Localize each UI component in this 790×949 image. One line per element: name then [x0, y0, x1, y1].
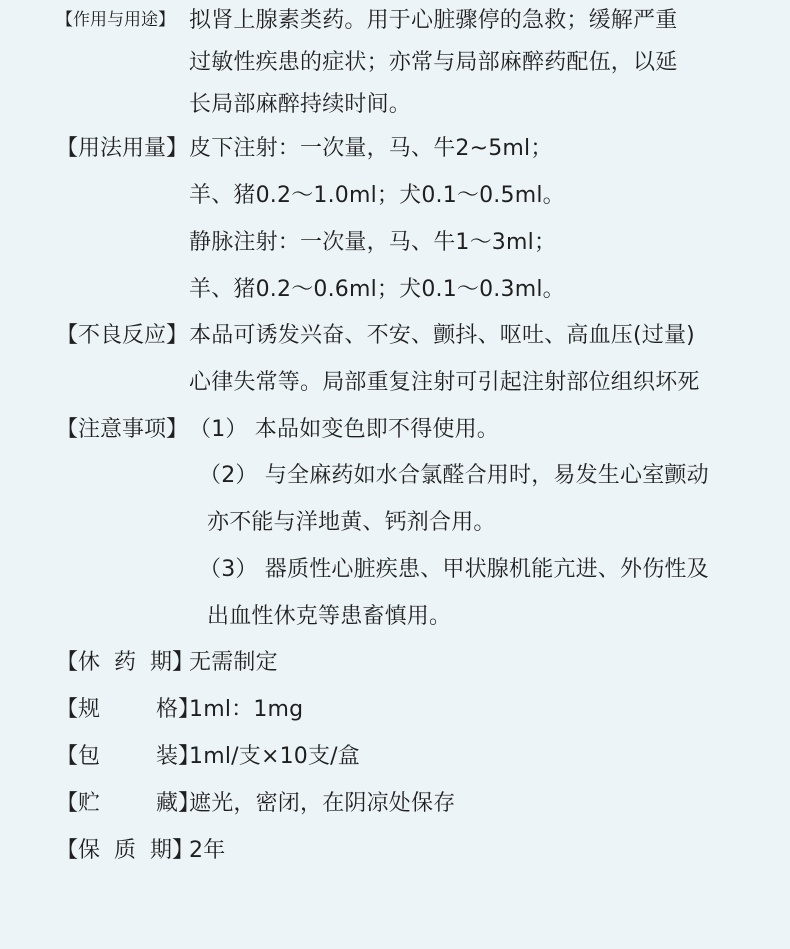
spec-value: 1ml：1mg [189, 697, 304, 722]
dosage-line-3: 静脉注射：一次量，马、牛1～3ml； [189, 230, 557, 255]
storage-value: 遮光，密闭，在阴凉处保存 [189, 791, 456, 816]
withdrawal-label: 【休 药 期】 [56, 650, 194, 675]
notes-line-4: （3） 器质性心脏疾患、甲状腺机能亢进、外伤性及 [199, 557, 709, 582]
notes-line-2: （2） 与全麻药如水合氯醛合用时，易发生心室颤动 [199, 463, 709, 488]
spec-label: 【规 格】 [56, 697, 200, 722]
withdrawal-value: 无需制定 [189, 650, 278, 675]
notes-line-3: 亦不能与洋地黄、钙剂合用。 [207, 510, 496, 535]
notes-label: 【注意事项】 [56, 417, 189, 442]
adverse-label: 【不良反应】 [56, 323, 189, 348]
shelf-life-value: 2年 [189, 838, 226, 863]
dosage-line-1: 皮下注射：一次量，马、牛2~5ml； [189, 136, 553, 161]
usage-label: 【作用与用途】 [56, 10, 175, 30]
usage-line-2: 过敏性疾患的症状；亦常与局部麻醉药配伍，以延 [189, 50, 678, 75]
dosage-line-2: 羊、猪0.2～1.0ml；犬0.1～0.5ml。 [189, 183, 565, 208]
package-value: 1ml/支×10支/盒 [189, 744, 360, 769]
adverse-line-1: 本品可诱发兴奋、不安、颤抖、呕吐、高血压(过量) [189, 323, 695, 348]
storage-label: 【贮 藏】 [56, 791, 200, 816]
dosage-line-4: 羊、猪0.2～0.6ml；犬0.1～0.3ml。 [189, 277, 565, 302]
usage-line-1: 拟肾上腺素类药。用于心脏骤停的急救；缓解严重 [189, 8, 678, 33]
dosage-label: 【用法用量】 [56, 136, 189, 161]
package-label: 【包 装】 [56, 744, 200, 769]
shelf-life-label: 【保 质 期】 [56, 838, 194, 863]
usage-line-3: 长局部麻醉持续时间。 [189, 92, 412, 117]
notes-line-5: 出血性休克等患畜慎用。 [207, 604, 452, 629]
adverse-line-2: 心律失常等。局部重复注射可引起注射部位组织坏死 [189, 370, 700, 395]
notes-line-1: （1） 本品如变色即不得使用。 [189, 417, 499, 442]
